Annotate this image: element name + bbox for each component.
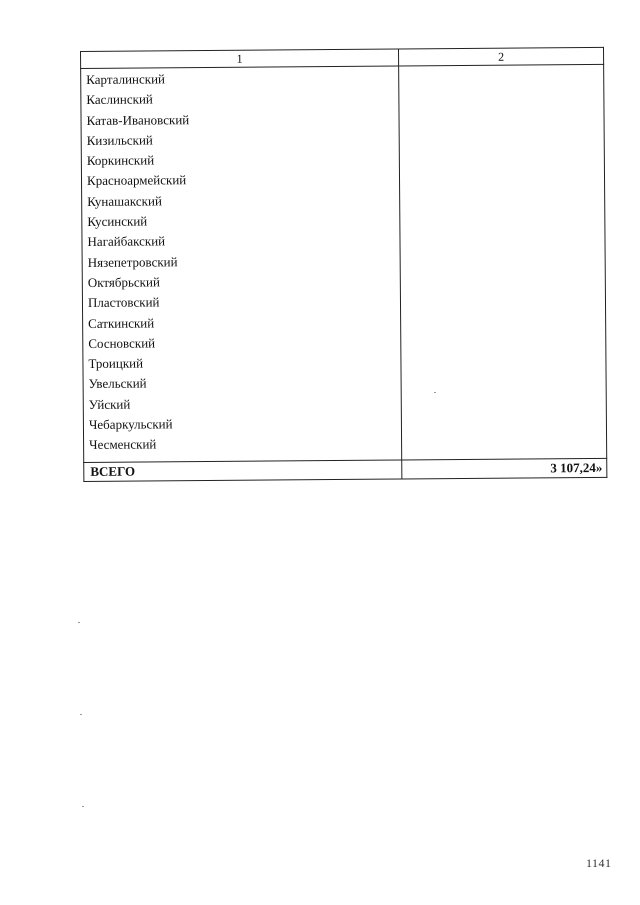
total-value: 3 107,24» <box>402 458 607 479</box>
district-name: Увельский <box>88 375 147 392</box>
column-header-2: 2 <box>398 47 603 66</box>
district-name: Катав-Ивановский <box>86 111 190 128</box>
district-name: Троицкий <box>88 355 144 372</box>
scan-speck <box>434 392 436 393</box>
page-number: 1141 <box>586 856 612 870</box>
total-label: ВСЕГО <box>84 460 402 481</box>
district-name: Нагайбакский <box>87 233 166 250</box>
district-name: Сосновский <box>88 335 156 351</box>
district-name: Каслинский <box>86 91 153 108</box>
district-name: Чебаркульский <box>88 416 173 432</box>
district-names-cell <box>81 66 402 462</box>
district-name: Красноармейский <box>86 172 187 189</box>
district-name: Октябрьский <box>87 274 160 290</box>
districts-table <box>80 47 606 482</box>
scan-speck <box>80 714 82 715</box>
district-name: Карталинский <box>86 71 166 87</box>
district-name: Кусинский <box>87 213 148 230</box>
scan-speck <box>78 622 80 623</box>
table-body-row <box>81 64 607 462</box>
district-name: Уйский <box>88 396 131 412</box>
column-header-1: 1 <box>81 49 399 68</box>
district-name: Кизильский <box>86 132 153 148</box>
total-row <box>84 458 607 481</box>
district-name: Коркинский <box>86 152 155 169</box>
district-name: Кунашакский <box>87 193 162 209</box>
district-name: Саткинский <box>88 314 155 331</box>
values-cell <box>399 64 607 460</box>
scan-speck <box>82 806 84 807</box>
district-name: Нязепетровский <box>87 253 178 270</box>
district-name: Пластовский <box>87 294 160 311</box>
district-name: Чесменский <box>89 436 157 453</box>
